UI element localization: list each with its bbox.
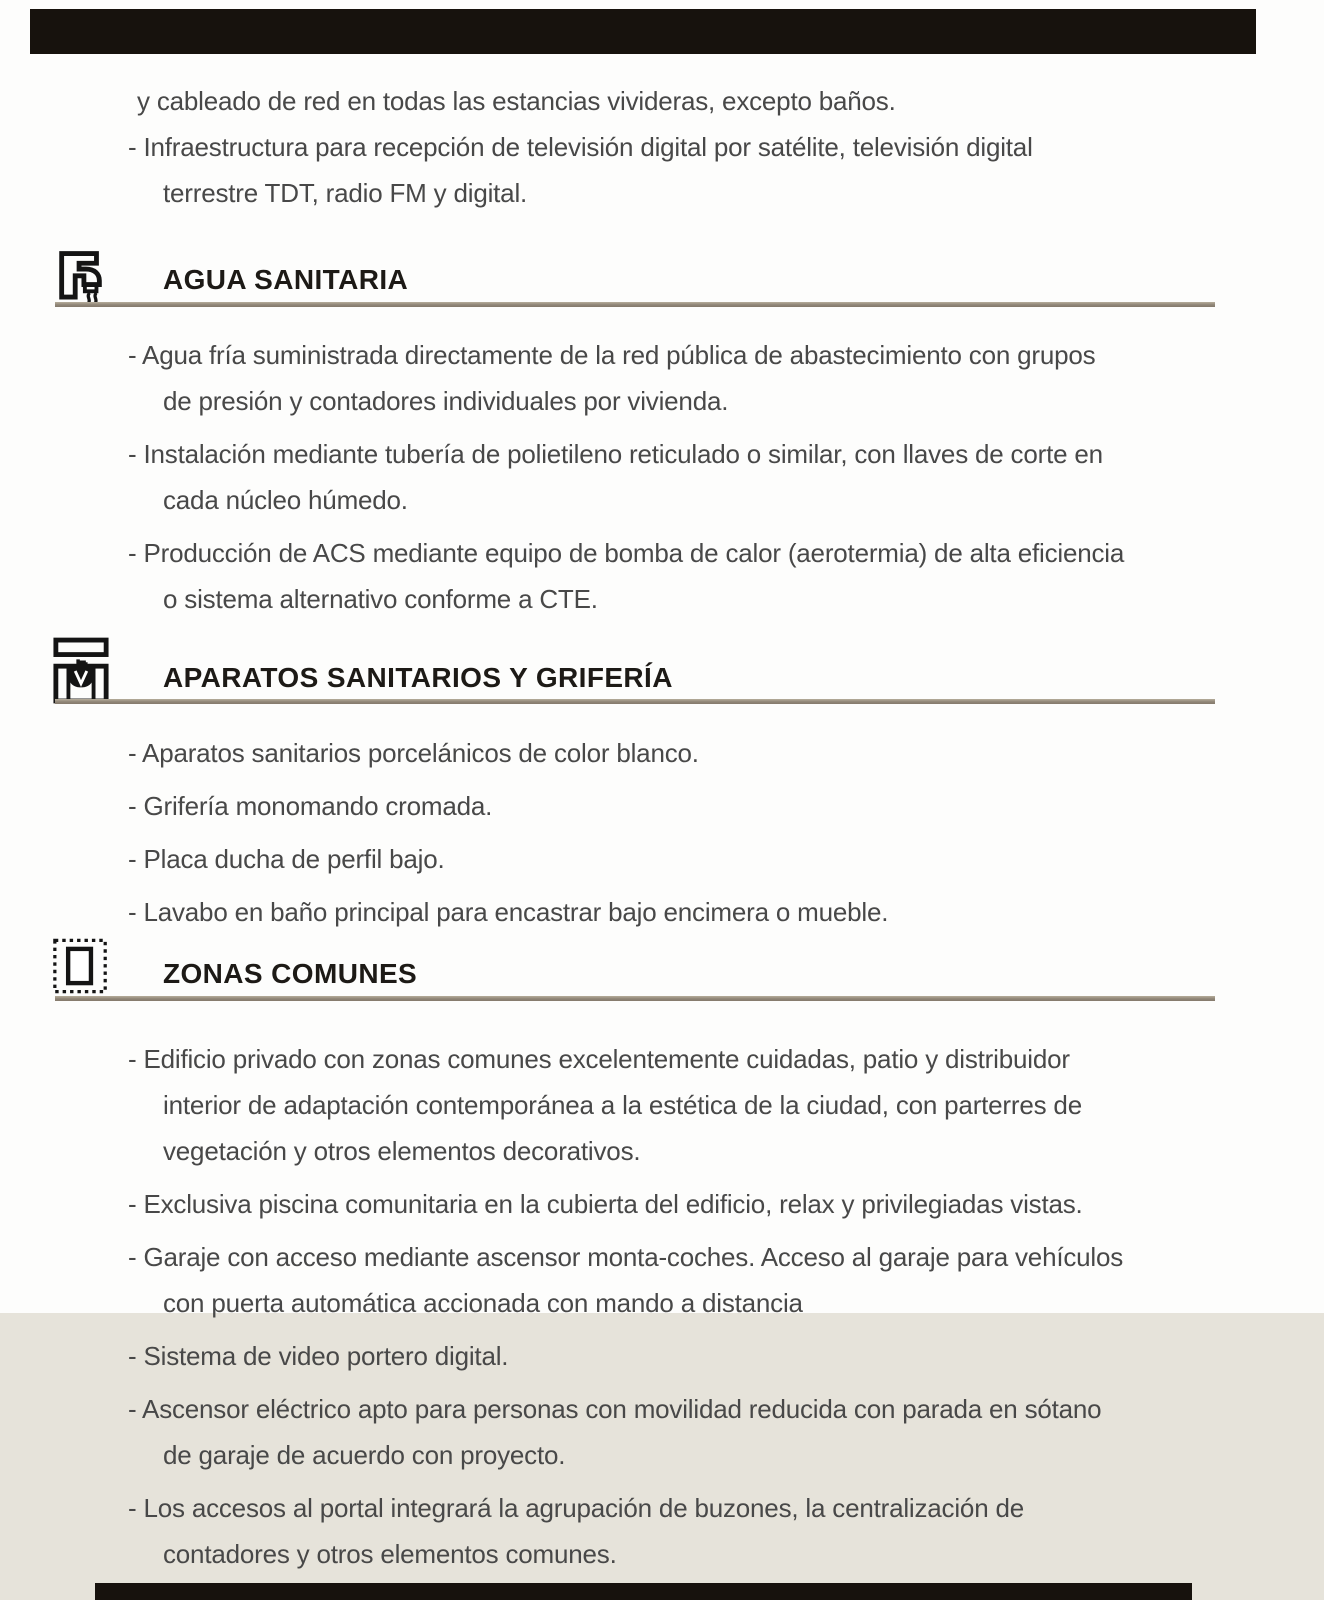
bullet-item (128, 1181, 1123, 1227)
intro-continuation-line: y cableado de red en todas las estancias vivideras, excepto baños. (137, 85, 896, 116)
text-line: - Garaje con acceso mediante ascensor monta-coches. Acceso al garaje para vehículos (128, 1241, 1124, 1272)
top-dark-band (30, 9, 1256, 54)
bullet-item (128, 1333, 1123, 1379)
heading-rule (55, 996, 1215, 1001)
text-line: - Ascensor eléctrico apto para personas con movilidad reducida con parada en sótano (128, 1393, 1102, 1424)
intro-bullets (128, 124, 1033, 216)
section-bullets (128, 1036, 1124, 1584)
common-zones-plan-icon (52, 936, 109, 996)
text-line: - Exclusiva piscina comunitaria en la cubierta del edificio, relax y privilegiadas vistas. (128, 1188, 1083, 1219)
text-line: - Instalación mediante tubería de polietileno reticulado o similar, con llaves de corte en (128, 438, 1103, 469)
bullet-item (128, 124, 1033, 216)
bullet-item (128, 431, 1124, 523)
bullet-item (128, 1234, 1124, 1326)
text-line: contadores y otros elementos comunes. (163, 1538, 617, 1569)
heading-rule (55, 699, 1215, 704)
text-line: cada núcleo húmedo. (163, 484, 408, 515)
text-line: - Edificio privado con zonas comunes excelentemente cuidadas, patio y distribuidor (128, 1043, 1070, 1074)
bullet-item (128, 836, 888, 882)
bullet-item (128, 1485, 1123, 1577)
text-line: - Lavabo en baño principal para encastrar bajo encimera o mueble. (128, 896, 889, 927)
bullet-item (128, 783, 888, 829)
text-line: - Aparatos sanitarios porcelánicos de color blanco. (128, 737, 699, 768)
section-bullets (128, 332, 1125, 629)
text-line: - Infraestructura para recepción de televisión digital por satélite, televisión digital (128, 131, 1033, 162)
text-line: - Sistema de video portero digital. (128, 1340, 509, 1371)
text-line: - Producción de ACS mediante equipo de bomba de calor (aerotermia) de alta eficiencia (128, 537, 1125, 568)
text-line: de presión y contadores individuales por vivienda. (163, 385, 729, 416)
heading-rule (55, 302, 1215, 307)
bullet-item (128, 1386, 1123, 1478)
section-title: ZONAS COMUNES (163, 958, 418, 989)
text-line: - Grifería monomando cromada. (128, 790, 493, 821)
text-line: vegetación y otros elementos decorativos. (163, 1135, 641, 1166)
text-line: - Los accesos al portal integrará la agrupación de buzones, la centralización de (128, 1492, 1024, 1523)
faucet-icon (52, 238, 110, 304)
bullet-item (128, 530, 1125, 622)
text-line: - Agua fría suministrada directamente de la red pública de abastecimiento con grupos (128, 339, 1096, 370)
section-bullets (128, 730, 889, 942)
text-line: - Placa ducha de perfil bajo. (128, 843, 445, 874)
bullet-item (128, 730, 888, 776)
text-line: con puerta automática accionada con mando a distancia (163, 1287, 803, 1318)
bottom-dark-band (95, 1583, 1192, 1600)
section-title: AGUA SANITARIA (163, 264, 409, 295)
text-line: interior de adaptación contemporánea a la estética de la ciudad, con parterres de (163, 1089, 1082, 1120)
text-line: o sistema alternativo conforme a CTE. (163, 583, 598, 614)
intro-paragraph (128, 78, 1033, 223)
text-line: de garaje de acuerdo con proyecto. (163, 1439, 566, 1470)
section-title: APARATOS SANITARIOS Y GRIFERÍA (163, 662, 673, 693)
text-line: terrestre TDT, radio FM y digital. (163, 177, 528, 208)
bullet-item (128, 889, 889, 935)
bullet-item (128, 332, 1124, 424)
washbasin-icon (52, 636, 110, 706)
bullet-item (128, 1036, 1123, 1174)
